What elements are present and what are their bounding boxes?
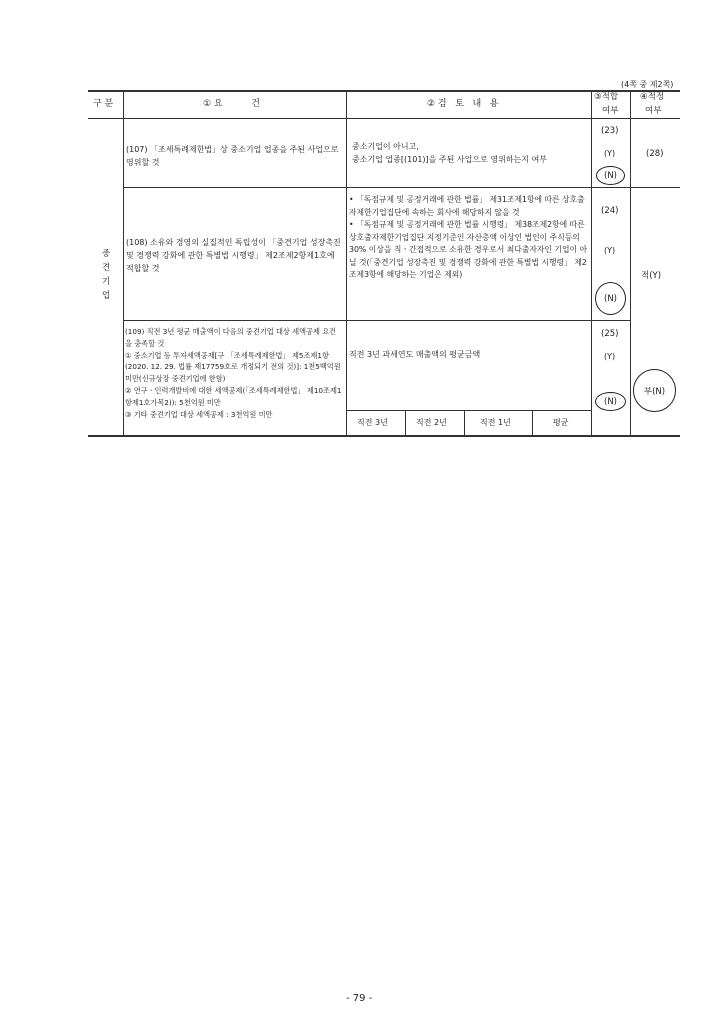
requirement-109-item-3: ③ 기타 중견기업 대상 세액공제 : 3천억원 미만: [125, 409, 273, 419]
header-suitability: ③적합: [594, 92, 619, 102]
review-108-item-2: • 「독점규제 및 공정거래에 관한 법률 시행령」 제38조제2항에 따른 상호출자제한기업집단 지정기준인 자산총액 이상인 법인이 주식등의 30% 이상을 직ㆍ간접적으로 소유한 경우로서 최다출자자인 기업이 아닐 것(「중견기업 성장촉진 및 경쟁력 강화에 관한 특별법 시행령」 제2조제3항에 해당하는 기업은 제외): [349, 220, 588, 279]
row-108-bottom-border: [123, 320, 630, 321]
row-107-bottom-border: [123, 187, 680, 188]
suitability-108-yes: (Y): [604, 246, 616, 255]
suitability-108-no: (N): [604, 293, 617, 304]
subtable-divider-1: [405, 410, 406, 435]
suitability-108-number: (24): [601, 206, 619, 216]
subtable-header-1y: 직전 1년: [480, 418, 511, 427]
suitability-109-yes: (Y): [604, 352, 616, 361]
adequacy-107-number: (28): [646, 149, 664, 159]
suitability-109-no-circled: [595, 392, 626, 411]
col-divider-3: [591, 90, 592, 435]
subtable-header-average: 평균: [553, 418, 569, 427]
requirement-109-item-2: ② 연구ㆍ인력개발비에 대한 세액공제(「조세특례제한법」 제10조제1항제1호가목2)): 5천억원 미만: [125, 385, 342, 407]
review-108-item-1: • 「독점규제 및 공정거래에 관한 법률」 제31조제1항에 따른 상호출자제한기업집단에 속하는 회사에 해당하지 않을 것: [349, 195, 585, 217]
subtable-top-border: [346, 410, 591, 411]
page-number: - 79 -: [346, 993, 373, 1004]
category-char-3: 기: [102, 277, 111, 287]
col-divider-4: [630, 90, 631, 435]
adequacy-no-circled: [633, 369, 676, 412]
review-109: 직전 3년 과세연도 매출액의 평균금액: [349, 350, 481, 359]
suitability-109-no: (N): [604, 396, 617, 407]
header-adequacy: ④적정: [640, 92, 665, 102]
header-category: 구 분: [93, 99, 114, 109]
category-char-2: 견: [102, 263, 111, 273]
requirement-109-intro: (109) 직전 3년 평균 매출액이 다음의 중견기업 대상 세액공제 요건을 충족할 것: [125, 327, 337, 348]
suitability-107-no: (N): [604, 170, 617, 181]
table-bottom-border: [88, 435, 680, 437]
header-review: ② 검 토 내 용: [427, 99, 499, 109]
suitability-107-yes: (Y): [604, 149, 616, 158]
review-107-line2: 중소기업 업종[(101)]을 주된 사업으로 영위하는지 여부: [352, 155, 548, 164]
suitability-108-no-circled: [595, 282, 626, 315]
subtable-header-3y: 직전 3년: [357, 418, 388, 427]
page-note: (4쪽 중 제2쪽): [621, 80, 674, 89]
subtable-divider-3: [532, 410, 533, 435]
subtable-divider-2: [464, 410, 465, 435]
header-requirement: ① 요 건: [203, 99, 260, 109]
requirement-107: (107) 「조세특례제한법」상 중소기업 업종을 주된 사업으로 영위할 것: [126, 145, 339, 167]
header-adequacy-sub: 여부: [645, 106, 662, 116]
adequacy-yes: 적(Y): [641, 271, 662, 281]
requirement-108: (108) 소유와 경영의 실질적인 독립성이 「중견기업 성장촉진 및 경쟁력 강화에 관한 특별법 시행령」 제2조제2항제1호에 적합할 것: [126, 238, 341, 273]
category-char-1: 중: [102, 249, 111, 259]
review-108: [349, 194, 589, 282]
col-divider-2: [346, 90, 347, 435]
header-suitability-sub: 여부: [602, 106, 619, 116]
adequacy-no: 부(N): [643, 386, 666, 397]
suitability-109-number: (25): [601, 329, 619, 339]
requirement-109: [125, 326, 343, 420]
subtable-header-2y: 직전 2년: [416, 418, 447, 427]
review-107-line1: 중소기업이 아니고,: [352, 142, 419, 151]
col-divider-1: [123, 90, 124, 435]
requirement-109-item-1: ① 중소기업 등 투자세액공제[구 「조세특례제한법」 제5조제1항(2020. 12. 29. 법률 제17759호로 개정되기 전의 것)]: 1천5백억원 미만(신규상장 중견기업에 한함): [125, 350, 341, 384]
category-char-4: 업: [102, 291, 111, 301]
suitability-107-no-circled: [596, 166, 625, 185]
suitability-107-number: (23): [601, 126, 619, 136]
